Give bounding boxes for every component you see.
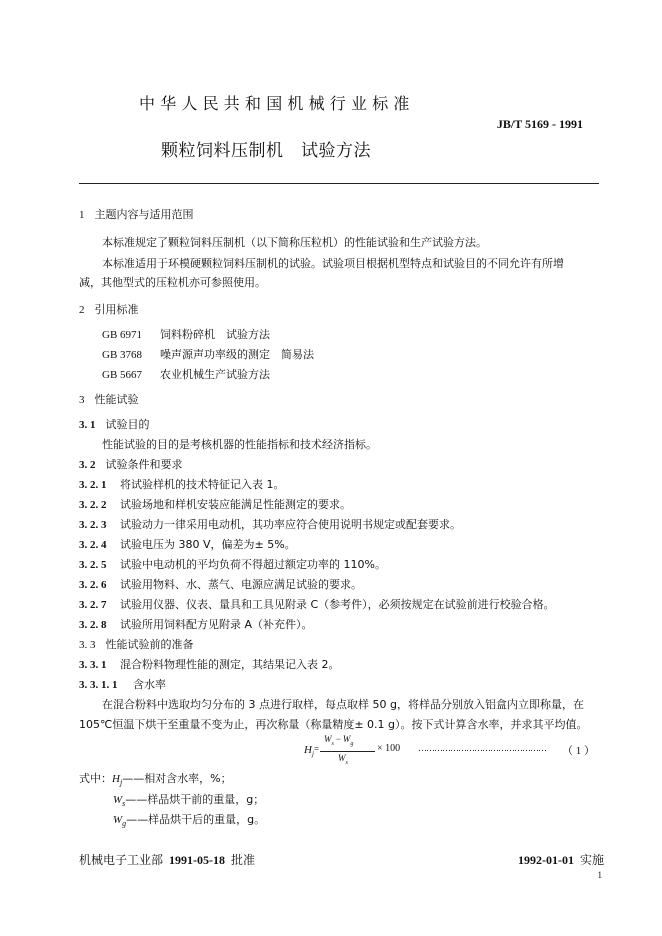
section-1-heading: 1 主题内容与适用范围 [79, 208, 194, 221]
clause-item: 3. 2. 1 将试验样机的技术特征记入表 1。 [79, 478, 285, 491]
clause-item: 3. 2. 5 试验中电动机的平均负荷不得超过额定功率的 110%。 [79, 558, 386, 571]
reference-item: GB 5667 农业机械生产试验方法 [102, 368, 270, 381]
section-3-3-1-heading: 3. 3. 1 混合粉料物理性能的测定，其结果记入表 2。 [79, 658, 340, 671]
section-2-heading: 2 引用标准 [79, 303, 139, 316]
where-definition: $W_g——$样品烘干后的重量，g。 [113, 813, 266, 829]
header-divider [79, 183, 599, 184]
section-1-para-2-line-1: 本标准适用于环模硬颗粒饲料压制机的试验。试验项目根据机型特点和试验目的不同允许有所增 [102, 257, 564, 270]
approval-line: 机械电子工业部 1991-05-18 批准 [79, 853, 256, 867]
clause-item: 3. 2. 2 试验场地和样机安装应能满足性能测定的要求。 [79, 498, 351, 511]
formula-denominator: $W_s$ [338, 753, 348, 766]
document-title: 颗粒饲料压制机 试验方法 [161, 141, 371, 161]
formula-equals: = [314, 744, 320, 754]
clause-item: 3. 2. 6 试验用物料、水、蒸气、电源应满足试验的要求。 [79, 578, 362, 591]
section-3-1-para: 性能试验的目的是考核机器的性能指标和技术经济指标。 [102, 438, 377, 451]
formula-multiplier: × 100 [377, 743, 401, 754]
section-3-heading: 3 性能试验 [79, 393, 139, 406]
section-3-1-heading: 3. 1 试验目的 [79, 418, 150, 431]
reference-item: GB 6971 饲料粉碎机 试验方法 [102, 328, 270, 341]
equation-number: （ 1 ） [562, 745, 595, 757]
section-3-3-1-1-heading: 3. 3. 1. 1 含水率 [79, 678, 166, 691]
where-definition: $W_s——$样品烘干前的重量，g； [113, 793, 265, 809]
clause-item: 3. 2. 4 试验电压为 380 V，偏差为± 5%。 [79, 538, 296, 551]
page-number: 1 [597, 870, 602, 880]
where-line: 式中：$H_j——$相对含水率，%； [79, 772, 232, 788]
section-3-2-heading: 3. 2 试验条件和要求 [79, 458, 183, 471]
moisture-para-line-1: 在混合粉料中选取均匀分布的 3 点进行取样，每点取样 50 g，将样品分别放入铝盒内立即称量，在 [102, 698, 584, 711]
clause-item: 3. 2. 8 试验所用饲料配方见附录 A（补充件）。 [79, 618, 313, 631]
section-1-para-2-line-2: 减，其他型式的压粒机亦可参照使用。 [79, 276, 266, 289]
section-1-para-1: 本标准规定了颗粒饲料压制机（以下简称压粒机）的性能试验和生产试验方法。 [102, 236, 487, 249]
formula-leader-dots: ………………………………………… [418, 743, 546, 753]
moisture-para-line-2: 105℃恒温下烘干至重量不变为止，再次称量（称量精度± 0.1 g）。按下式计算含水率，并求其平均值。 [79, 718, 588, 731]
standard-code: JB/T 5169 - 1991 [496, 117, 583, 131]
implementation-line: 1992-01-01 实施 [517, 853, 604, 867]
clause-item: 3. 2. 3 试验动力一律采用电动机，其功率应符合使用说明书规定或配套要求。 [79, 518, 461, 531]
formula-lhs: $H_j$ [304, 744, 314, 759]
standard-organization-heading: 中华人民共和国机械行业标准 [139, 94, 415, 113]
moisture-formula [304, 734, 604, 770]
formula-numerator: $W_s - W_g$ [324, 734, 354, 747]
reference-item: GB 3768 噪声源声功率级的测定 简易法 [102, 348, 314, 361]
fraction-bar [320, 751, 375, 752]
clause-item: 3. 2. 7 试验用仪器、仪表、量具和工具见附录 C（参考件），必须按规定在试验前进行校验合格。 [79, 598, 555, 611]
section-3-3-heading: 3. 3 性能试验前的准备 [79, 638, 194, 651]
